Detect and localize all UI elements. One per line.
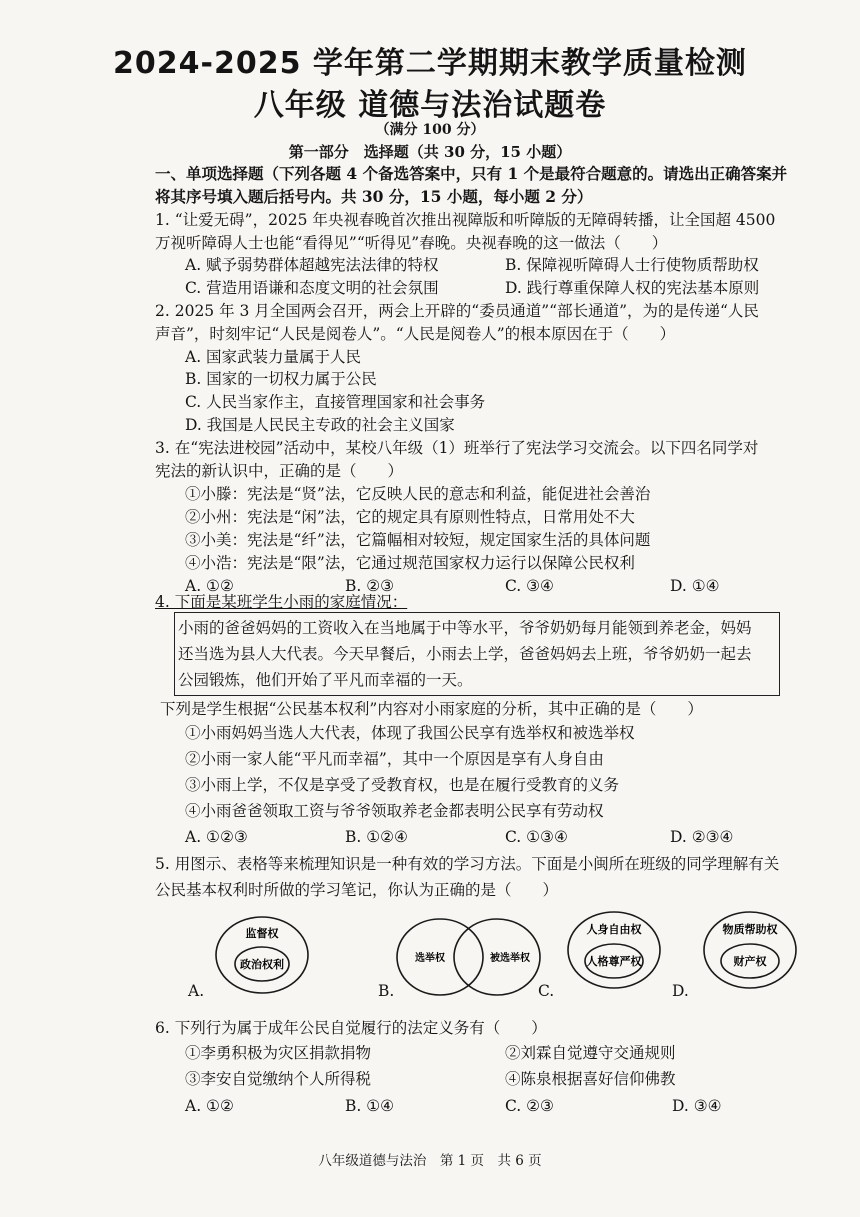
q6-stem: 6. 下列行为属于成年公民自觉履行的法定义务有（ ） (155, 1019, 547, 1037)
q4-statement-3: ③小雨上学，不仅是享受了受教育权，也是在履行受教育的义务 (185, 776, 620, 794)
q4-material-line3: 公园锻炼，他们开始了平凡而幸福的一天。 (178, 671, 473, 689)
q5-diagram-a (216, 917, 308, 993)
q6-option-d: D. ③④ (672, 1097, 722, 1115)
q5-option-c: C. (538, 982, 555, 1000)
q6-statement-4: ④陈泉根据喜好信仰佛教 (505, 1070, 676, 1088)
q1-option-c: C. 营造用语谦和态度文明的社会氛围 (185, 279, 439, 297)
q1-stem-line2: 万视听障碍人士也能“看得见”“听得见”春晚。央视春晚的这一做法（ ） (155, 234, 668, 252)
q3-option-a: A. ①② (185, 577, 234, 595)
q4-option-d: D. ②③④ (670, 828, 734, 846)
q5-stem-line1: 5. 用图示、表格等来梳理知识是一种有效的学习方法。下面是小闽所在班级的同学理解有关 (155, 855, 780, 873)
q2-option-c: C. 人民当家作主，直接管理国家和社会事务 (185, 393, 486, 411)
q5-a-inner-label: 政治权利 (240, 958, 284, 971)
page-footer: 八年级道德与法治 第 1 页 共 6 页 (318, 1153, 542, 1169)
q3-stem-line2: 宪法的新认识中，正确的是（ ） (155, 462, 404, 480)
q2-option-d: D. 我国是人民民主专政的社会主义国家 (185, 416, 455, 434)
q6-statement-1: ①李勇积极为灾区捐款捐物 (185, 1044, 372, 1062)
q3-option-d: D. ①④ (670, 577, 720, 595)
part-heading: 第一部分 选择题（共 30 分，15 小题） (288, 143, 572, 161)
q5-c-inner-label: 人格尊严权 (586, 955, 642, 968)
q3-option-b: B. ②③ (345, 577, 395, 595)
q1-option-b: B. 保障视听障碍人士行使物质帮助权 (505, 256, 759, 274)
q5-diagrams (0, 905, 860, 1005)
q5-diagram-b (397, 919, 540, 995)
section-instruction-line2: 将其序号填入题后括号内。共 30 分，15 小题，每小题 2 分） (155, 187, 593, 206)
q4-material-line1: 小雨的爸爸妈妈的工资收入在当地属于中等水平，爷爷奶奶每月能领到养老金，妈妈 (178, 619, 752, 637)
q6-option-a: A. ①② (185, 1097, 234, 1115)
exam-subtitle: 八年级 道德与法治试题卷 (253, 88, 607, 123)
q4-statement-4: ④小雨爸爸领取工资与爷爷领取养老金都表明公民享有劳动权 (185, 802, 604, 820)
q5-b-left-label: 选举权 (415, 953, 445, 964)
q1-option-a: A. 赋予弱势群体超越宪法法律的特权 (185, 256, 439, 274)
q4-option-a: A. ①②③ (185, 828, 248, 846)
q4-material-line2: 还当选为县人大代表。今天早餐后，小雨去上学，爸爸妈妈去上班，爷爷奶奶一起去 (178, 645, 752, 663)
q5-b-right-label: 被选举权 (490, 953, 530, 964)
q3-stem-line1: 3. 在“宪法进校园”活动中，某校八年级（1）班举行了宪法学习交流会。以下四名同学对 (155, 439, 759, 457)
q4-question: 下列是学生根据“公民基本权利”内容对小雨家庭的分析，其中正确的是（ ） (160, 700, 703, 718)
q5-d-outer-label: 物质帮助权 (722, 923, 778, 936)
q4-option-b: B. ①②④ (345, 828, 408, 846)
q2-option-b: B. 国家的一切权力属于公民 (185, 370, 377, 388)
q2-stem-line2: 声音”，时刻牢记“人民是阅卷人”。“人民是阅卷人”的根本原因在于（ ） (155, 325, 676, 343)
q6-statement-2: ②刘霖自觉遵守交通规则 (505, 1044, 676, 1062)
q2-stem-line1: 2. 2025 年 3 月全国两会召开，两会上开辟的“委员通道”“部长通道”，为的是传递“人民 (155, 302, 759, 320)
q4-statement-2: ②小雨一家人能“平凡而幸福”，其中一个原因是享有人身自由 (185, 750, 604, 768)
q3-statement-2: ②小州：宪法是“闲”法，它的规定具有原则性特点，日常用处不大 (185, 508, 635, 526)
q6-option-c: C. ②③ (505, 1097, 554, 1115)
q5-option-b: B. (378, 982, 395, 1000)
q3-statement-4: ④小浩：宪法是“限”法，它通过规范国家权力运行以保障公民权利 (185, 554, 635, 572)
q4-stem: 4. 下面是某班学生小雨的家庭情况： (155, 593, 408, 611)
q5-option-d: D. (672, 982, 689, 1000)
q5-diagram-c (568, 912, 660, 988)
q6-statement-3: ③李安自觉缴纳个人所得税 (185, 1070, 372, 1088)
q3-statement-1: ①小滕：宪法是“贤”法，它反映人民的意志和利益，能促进社会善治 (185, 485, 651, 503)
q1-stem-line1: 1. “让爱无碍”，2025 年央视春晚首次推出视障版和听障版的无障碍转播，让全国超 4500 (155, 211, 776, 229)
q6-option-b: B. ①④ (345, 1097, 395, 1115)
q5-diagram-d (704, 912, 796, 988)
q1-option-d: D. 践行尊重保障人权的宪法基本原则 (505, 279, 760, 297)
q3-statement-3: ③小美：宪法是“纤”法，它篇幅相对较短，规定国家生活的具体问题 (185, 531, 651, 549)
full-score: （满分 100 分） (375, 122, 485, 138)
exam-title: 2024-2025 学年第二学期期末教学质量检测 (113, 46, 747, 81)
q5-d-inner-label: 财产权 (733, 955, 767, 968)
q4-option-c: C. ①③④ (505, 828, 568, 846)
q5-stem-line2: 公民基本权利时所做的学习笔记，你认为正确的是（ ） (155, 881, 559, 899)
section-instruction-line1: 一、单项选择题（下列各题 4 个备选答案中，只有 1 个是最符合题意的。请选出正确答案并 (155, 164, 788, 183)
q5-c-outer-label: 人身自由权 (586, 923, 642, 936)
q5-a-outer-label: 监督权 (245, 927, 279, 940)
q2-option-a: A. 国家武装力量属于人民 (185, 348, 362, 366)
q5-option-a: A. (188, 982, 205, 1000)
q4-statement-1: ①小雨妈妈当选人大代表，体现了我国公民享有选举权和被选举权 (185, 724, 635, 742)
q3-option-c: C. ③④ (505, 577, 554, 595)
